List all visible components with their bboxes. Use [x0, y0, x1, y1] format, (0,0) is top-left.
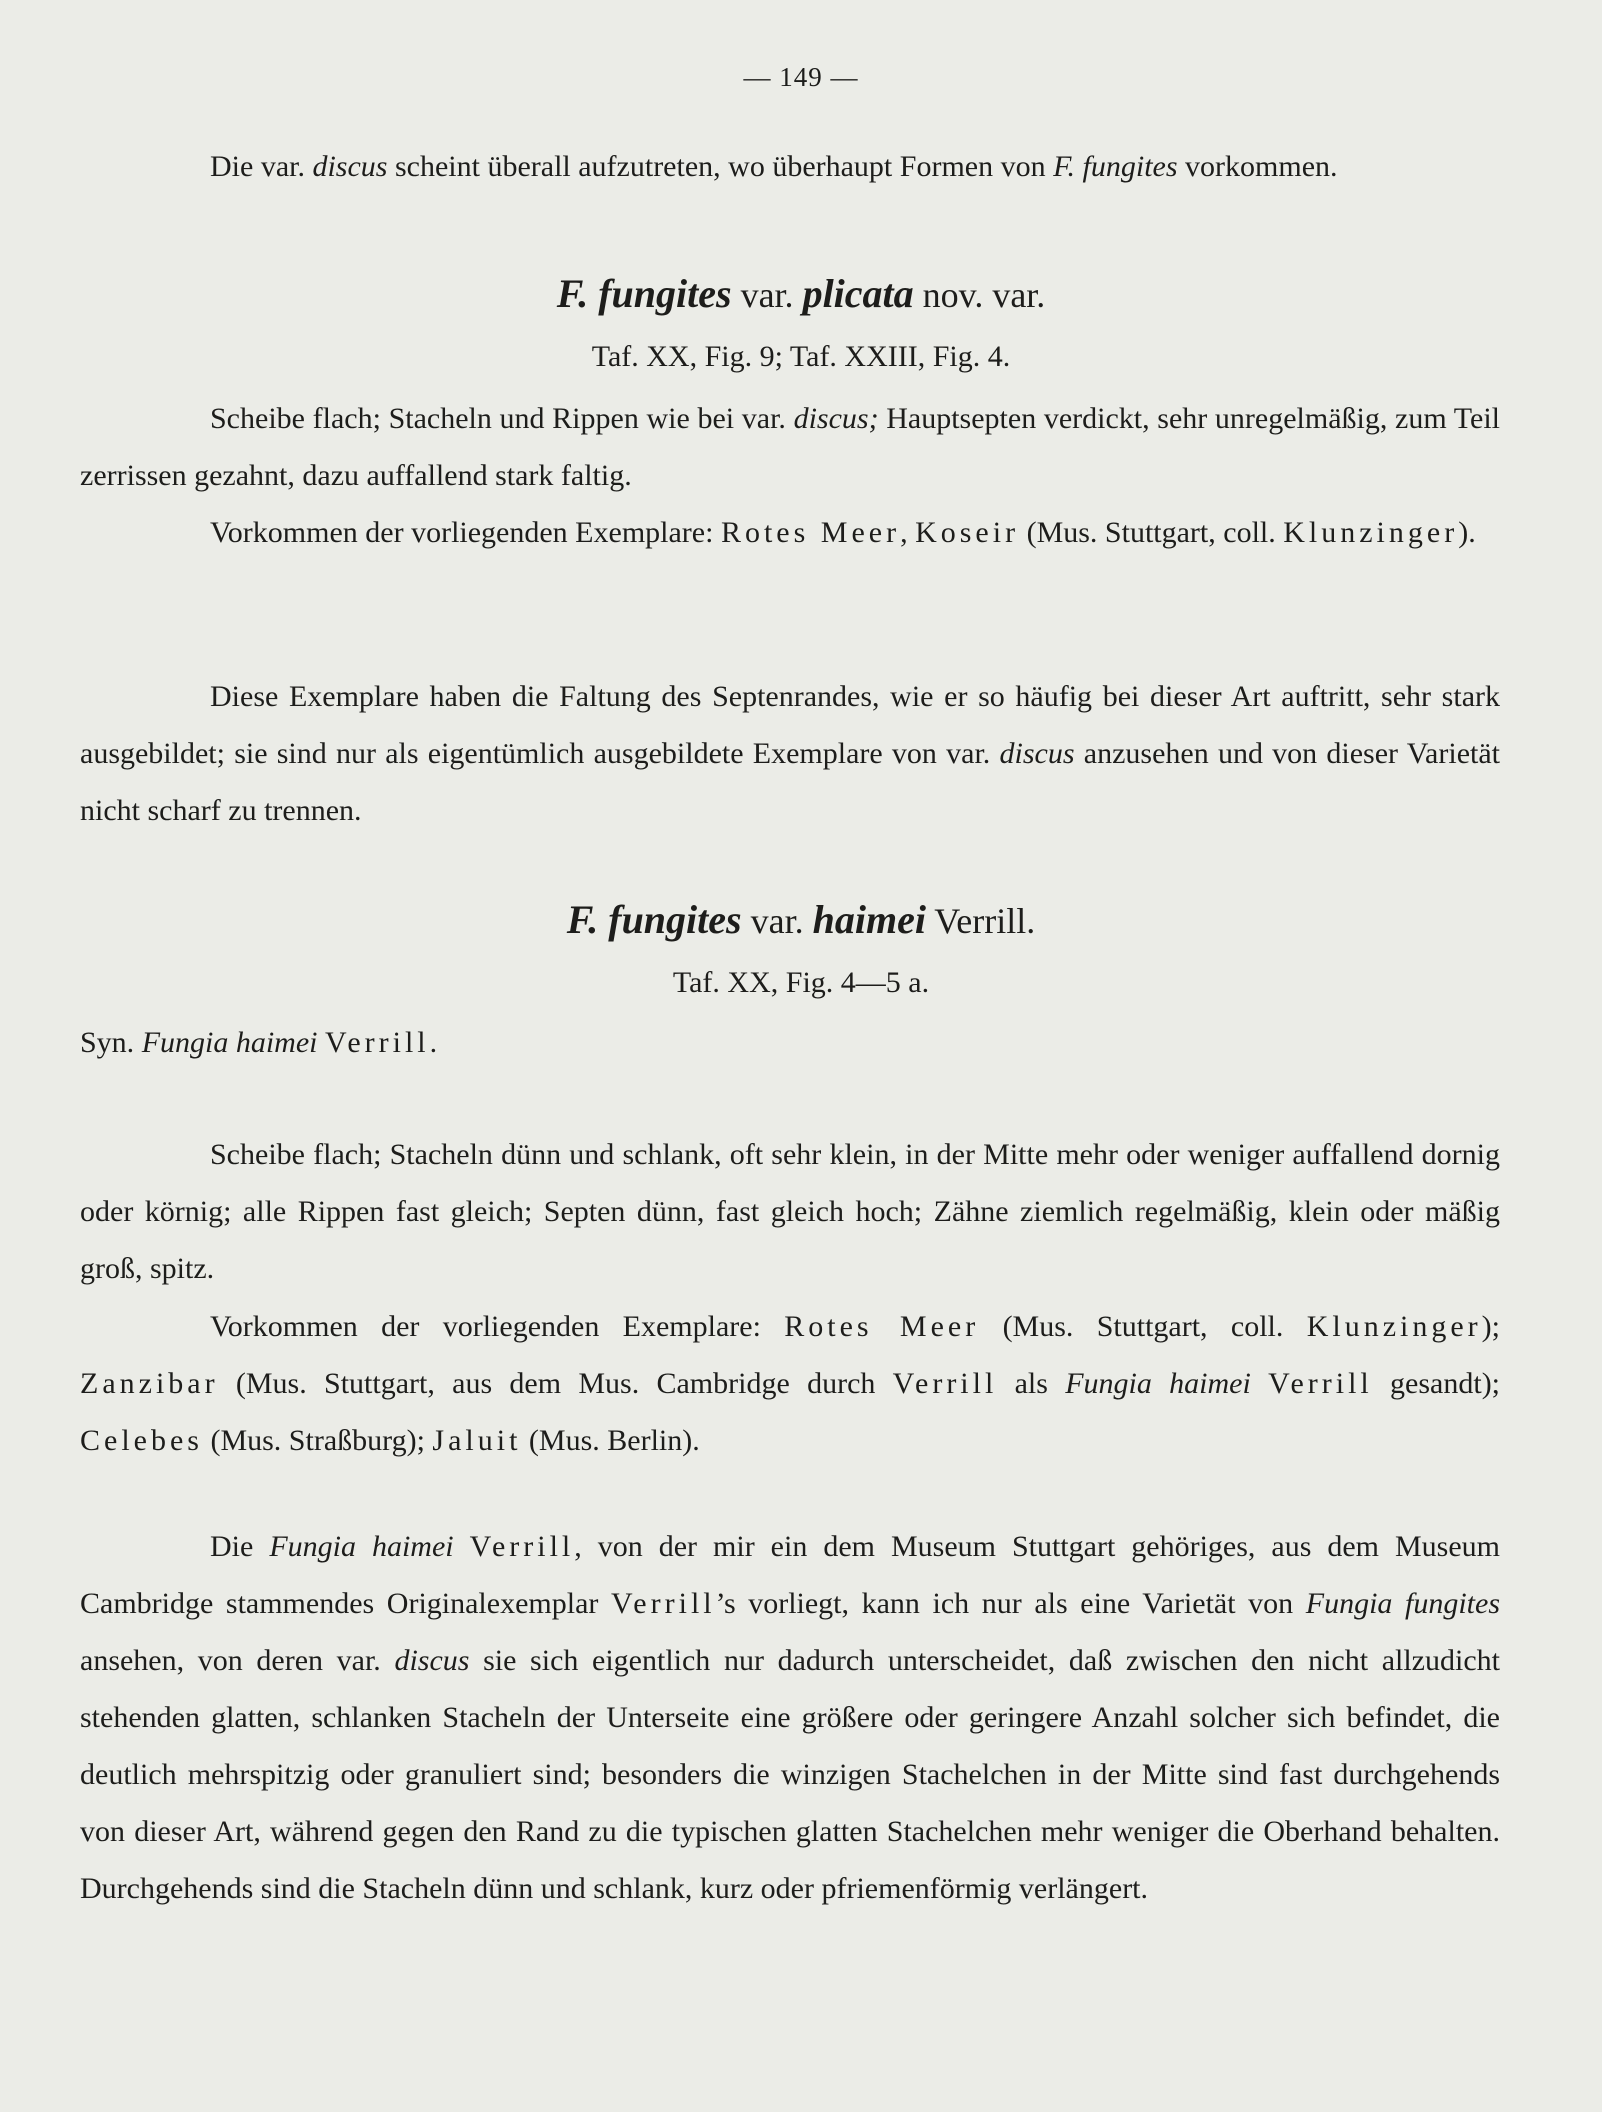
- paragraph-haimei-description: Scheibe flach; Stacheln dünn und schlank, oft sehr klein, in der Mitte mehr oder weniger auffallend dornig oder körnig; alle Rippen fast gleich; Septen dünn, fast gleich hoch; Zähne ziemlich regelmäßig, klein oder mäßig groß, spitz.: [80, 1138, 1500, 1285]
- paragraph-plicata-occurrence: Vorkommen der vorliegenden Exemplare: Rotes Meer, Koseir (Mus. Stuttgart, coll. Klunzinger).: [210, 516, 1476, 549]
- paragraph-haimei-discussion: Die Fungia haimei Verrill, von der mir ein dem Museum Stuttgart gehöriges, aus dem Museum Cambridge stammendes Originalexemplar Verrill’s vorliegt, kann ich nur als eine Varietät von Fungia fungites ansehen, von deren var. discus sie sich eigentlich nur dadurch unterscheidet, daß zwischen den nicht allzudicht stehenden glatten, schlanken Stacheln der Unterseite eine größere oder geringere Anzahl solcher sich befindet, die deutlich mehrspitzig oder granuliert sind; besonders die winzigen Stachelchen in der Mitte sind fast durchgehends von dieser Art, während gegen den Rand zu die typischen glatten Stachelchen mehr weniger die Oberhand behalten. Durchgehends sind die Stacheln dünn und schlank, kurz oder pfriemenförmig verlängert.: [80, 1530, 1501, 1905]
- paragraph-discus-occurrence: Die var. discus scheint überall aufzutreten, wo überhaupt Formen von F. fungites vorkommen.: [210, 150, 1338, 183]
- synonym-line: Syn. Fungia haimei Verrill.: [80, 1026, 442, 1059]
- plate-reference-plicata: Taf. XX, Fig. 9; Taf. XXIII, Fig. 4.: [591, 340, 1011, 373]
- paragraph-plicata-remarks: Diese Exemplare haben die Faltung des Septenrandes, wie er so häufig bei dieser Art auftritt, sehr stark ausgebildet; sie sind nur als eigentümlich ausgebildete Exemplare von var. discus anzusehen und von dieser Varietät nicht scharf zu trennen.: [80, 680, 1500, 827]
- section-heading-plicata: F. fungites var. plicata nov. var.: [556, 271, 1046, 316]
- page-number: — 149 —: [743, 62, 859, 92]
- paragraph-haimei-occurrence: Vorkommen der vorliegenden Exemplare: Rotes Meer (Mus. Stuttgart, coll. Klunzinger); Zanzibar (Mus. Stuttgart, aus dem Mus. Cambridge durch Verrill als Fungia haimei Verrill gesandt); Celebes (Mus. Straßburg); Jaluit (Mus. Berlin).: [80, 1310, 1501, 1457]
- paragraph-plicata-description: Scheibe flach; Stacheln und Rippen wie bei var. discus; Hauptsepten verdickt, sehr unregelmäßig, zum Teil zerrissen gezahnt, dazu auffallend stark faltig.: [80, 402, 1500, 492]
- section-heading-haimei: F. fungites var. haimei Verrill.: [566, 897, 1036, 942]
- plate-reference-haimei: Taf. XX, Fig. 4—5 a.: [672, 966, 930, 999]
